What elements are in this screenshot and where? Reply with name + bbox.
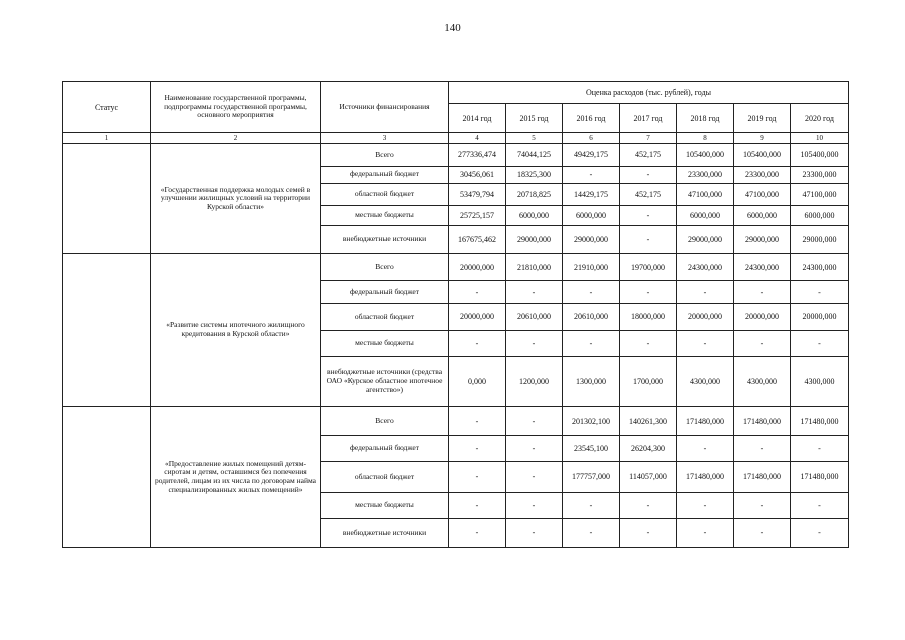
expense-value: 171480,000 — [677, 462, 734, 492]
expense-value: 21810,000 — [506, 254, 563, 281]
expense-value: 0,000 — [449, 356, 506, 406]
program-name: «Государственная поддержка молодых семей в улучшении жилищных условий на территории Курской области» — [151, 144, 321, 254]
funding-source: внебюджетные источники — [321, 518, 449, 547]
expense-value: 171480,000 — [791, 462, 849, 492]
funding-source: местные бюджеты — [321, 330, 449, 356]
expense-value: - — [791, 518, 849, 547]
expense-value: - — [449, 407, 506, 436]
expense-value: 114057,000 — [620, 462, 677, 492]
expense-value: 105400,000 — [791, 144, 849, 166]
expense-value: - — [449, 462, 506, 492]
column-index: 4 — [449, 133, 506, 144]
expense-value: - — [620, 281, 677, 304]
header-sources: Источники финансирования — [321, 82, 449, 133]
expense-value: 23300,000 — [734, 166, 791, 183]
expense-value: - — [734, 492, 791, 518]
expense-value: 20000,000 — [734, 304, 791, 330]
expense-value: - — [506, 407, 563, 436]
expense-value: - — [563, 492, 620, 518]
expense-value: 171480,000 — [734, 462, 791, 492]
expense-value: 49429,175 — [563, 144, 620, 166]
expense-value: 30456,061 — [449, 166, 506, 183]
funding-source: областной бюджет — [321, 183, 449, 205]
expense-value: 140261,300 — [620, 407, 677, 436]
funding-source: местные бюджеты — [321, 205, 449, 225]
expense-value: 47100,000 — [677, 183, 734, 205]
funding-source: внебюджетные источники — [321, 225, 449, 253]
column-index: 1 — [63, 133, 151, 144]
funding-source: областной бюджет — [321, 304, 449, 330]
expense-value: - — [563, 330, 620, 356]
header-estimate: Оценка расходов (тыс. рублей), годы — [449, 82, 849, 104]
program-name: «Развитие системы ипотечного жилищного кредитования в Курской области» — [151, 254, 321, 407]
expense-value: 171480,000 — [677, 407, 734, 436]
expense-value: 29000,000 — [734, 225, 791, 253]
column-index: 2 — [151, 133, 321, 144]
funding-source: Всего — [321, 144, 449, 166]
expense-value: 14429,175 — [563, 183, 620, 205]
expense-value: - — [734, 518, 791, 547]
expense-value: 53479,794 — [449, 183, 506, 205]
expense-value: 20610,000 — [506, 304, 563, 330]
expense-value: 20000,000 — [791, 304, 849, 330]
expense-value: 4300,000 — [734, 356, 791, 406]
table-row — [63, 144, 849, 166]
expense-value: 6000,000 — [734, 205, 791, 225]
expenses-table — [62, 81, 849, 548]
header-year: 2015 год — [506, 104, 563, 133]
expense-value: 105400,000 — [734, 144, 791, 166]
expense-value: 18325,300 — [506, 166, 563, 183]
expense-value: 1300,000 — [563, 356, 620, 406]
expense-value: 6000,000 — [506, 205, 563, 225]
expense-value: 6000,000 — [791, 205, 849, 225]
expense-value: - — [563, 518, 620, 547]
expense-value: - — [620, 518, 677, 547]
expense-value: 24300,000 — [734, 254, 791, 281]
expense-value: 277336,474 — [449, 144, 506, 166]
header-name: Наименование государственной программы, подпрограммы государственной программы, основного мероприятия — [151, 82, 321, 133]
column-index: 3 — [321, 133, 449, 144]
expense-value: - — [449, 492, 506, 518]
expense-value: 4300,000 — [677, 356, 734, 406]
expense-value: 20000,000 — [449, 304, 506, 330]
status-cell — [63, 407, 151, 548]
expense-value: - — [677, 330, 734, 356]
expense-value: 171480,000 — [734, 407, 791, 436]
expense-value: 177757,000 — [563, 462, 620, 492]
column-index: 10 — [791, 133, 849, 144]
header-year: 2017 год — [620, 104, 677, 133]
expense-value: 105400,000 — [677, 144, 734, 166]
expense-value: - — [449, 518, 506, 547]
expense-value: - — [620, 166, 677, 183]
funding-source: Всего — [321, 407, 449, 436]
expense-value: - — [677, 492, 734, 518]
expense-value: - — [563, 281, 620, 304]
expense-value: 26204,300 — [620, 436, 677, 462]
funding-source: федеральный бюджет — [321, 166, 449, 183]
expense-value: 20610,000 — [563, 304, 620, 330]
funding-source: внебюджетные источники (средства ОАО «Курское областное ипотечное агентство») — [321, 356, 449, 406]
expense-value: 23545,100 — [563, 436, 620, 462]
expense-value: - — [506, 518, 563, 547]
expense-value: 23300,000 — [677, 166, 734, 183]
expense-value: 167675,462 — [449, 225, 506, 253]
expense-value: - — [677, 281, 734, 304]
expense-value: - — [734, 330, 791, 356]
expense-value: - — [620, 492, 677, 518]
header-year: 2016 год — [563, 104, 620, 133]
expense-value: - — [677, 518, 734, 547]
table-row — [63, 407, 849, 436]
expense-value: - — [506, 492, 563, 518]
expense-value: 23300,000 — [791, 166, 849, 183]
expense-value: 29000,000 — [677, 225, 734, 253]
expense-value: 6000,000 — [677, 205, 734, 225]
table-row — [63, 254, 849, 281]
expense-value: 20718,825 — [506, 183, 563, 205]
status-cell — [63, 144, 151, 254]
funding-source: Всего — [321, 254, 449, 281]
expense-value: 18000,000 — [620, 304, 677, 330]
expense-value: - — [791, 330, 849, 356]
expense-value: - — [620, 330, 677, 356]
expense-value: - — [449, 436, 506, 462]
expense-value: - — [506, 462, 563, 492]
expense-value: 452,175 — [620, 183, 677, 205]
expense-value: 20000,000 — [677, 304, 734, 330]
expense-value: 1200,000 — [506, 356, 563, 406]
expense-value: 20000,000 — [449, 254, 506, 281]
page-number: 140 — [444, 22, 461, 34]
column-index: 9 — [734, 133, 791, 144]
funding-source: областной бюджет — [321, 462, 449, 492]
status-cell — [63, 254, 151, 407]
header-status: Статус — [63, 82, 151, 133]
expense-value: 24300,000 — [677, 254, 734, 281]
column-index: 6 — [563, 133, 620, 144]
expense-value: 29000,000 — [791, 225, 849, 253]
expense-value: 21910,000 — [563, 254, 620, 281]
expense-value: - — [620, 225, 677, 253]
header-year: 2014 год — [449, 104, 506, 133]
expense-value: - — [506, 436, 563, 462]
header-year: 2018 год — [677, 104, 734, 133]
expense-value: - — [734, 436, 791, 462]
expense-value: - — [563, 166, 620, 183]
expense-value: 29000,000 — [506, 225, 563, 253]
column-index: 5 — [506, 133, 563, 144]
expense-value: 19700,000 — [620, 254, 677, 281]
expense-value: 4300,000 — [791, 356, 849, 406]
column-index: 7 — [620, 133, 677, 144]
expense-value: 47100,000 — [734, 183, 791, 205]
expense-value: - — [449, 330, 506, 356]
expense-value: 452,175 — [620, 144, 677, 166]
expense-value: 1700,000 — [620, 356, 677, 406]
expense-value: - — [449, 281, 506, 304]
expense-value: - — [734, 281, 791, 304]
expense-value: - — [791, 436, 849, 462]
expense-value: 24300,000 — [791, 254, 849, 281]
expense-value: 25725,157 — [449, 205, 506, 225]
column-index: 8 — [677, 133, 734, 144]
program-name: «Предоставление жилых помещений детям-сиротам и детям, оставшимся без попечения родителей, лицам из их числа по договорам найма специализированных жилых помещений» — [151, 407, 321, 548]
expense-value: 6000,000 — [563, 205, 620, 225]
expense-value: - — [677, 436, 734, 462]
header-year: 2019 год — [734, 104, 791, 133]
expense-value: - — [506, 281, 563, 304]
header-year: 2020 год — [791, 104, 849, 133]
expense-value: - — [791, 492, 849, 518]
expense-value: 47100,000 — [791, 183, 849, 205]
expense-value: - — [620, 205, 677, 225]
expense-value: 74044,125 — [506, 144, 563, 166]
expense-value: 171480,000 — [791, 407, 849, 436]
expense-value: - — [791, 281, 849, 304]
expense-value: - — [506, 330, 563, 356]
funding-source: федеральный бюджет — [321, 436, 449, 462]
expense-value: 29000,000 — [563, 225, 620, 253]
funding-source: федеральный бюджет — [321, 281, 449, 304]
funding-source: местные бюджеты — [321, 492, 449, 518]
expense-value: 201302,100 — [563, 407, 620, 436]
